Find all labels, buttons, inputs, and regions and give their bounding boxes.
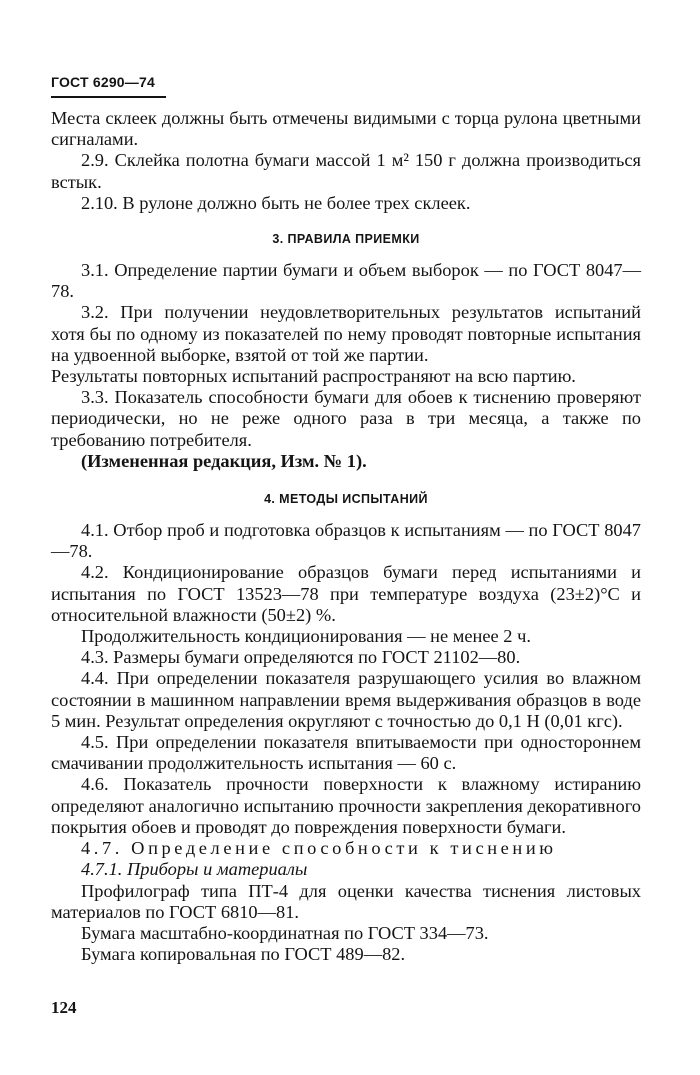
section-heading: 4. МЕТОДЫ ИСПЫТАНИЙ — [264, 492, 428, 507]
paragraph: 3.2. При получении неудовлетворительных результатов испытаний хотя бы по одному из показателей по нему проводят повторные испытания на удвоенной выборке, взятой от той же партии. — [51, 302, 641, 365]
document-header: ГОСТ 6290—74 — [51, 74, 155, 90]
paragraph: 4.5. При определении показателя впитываемости при одностороннем смачивании продолжительность испытания — 60 с. — [51, 732, 641, 774]
subsection-title: 4.7.1. Приборы и материалы — [81, 859, 308, 880]
paragraph: 4.2. Кондиционирование образцов бумаги перед испытаниями и испытания по ГОСТ 13523—78 при температуре воздуха (23±2)°С и относительной влажности (50±2) %. — [51, 562, 641, 625]
paragraph: Бумага масштабно-координатная по ГОСТ 334—73. — [81, 922, 489, 943]
paragraph: 3.3. Показатель способности бумаги для обоев к тиснению проверяют периодически, но не реже одного раза в три месяца, а также по требованию потребителя. — [51, 387, 641, 450]
subsection-heading: 4.7. Определение способности к тиснению — [81, 838, 557, 859]
page-number: 124 — [51, 998, 77, 1017]
paragraph: 4.4. При определении показателя разрушающего усилия во влажном состоянии в машинном направлении время выдерживания образцов в воде 5 мин. Результат определения округляют с точностью до 0,1 Н (0,01 кгс). — [51, 668, 641, 731]
paragraph: 2.9. Склейка полотна бумаги массой 1 м² 150 г должна производиться встык. — [51, 150, 641, 192]
paragraph: Продолжительность кондиционирования — не менее 2 ч. — [81, 626, 531, 647]
revision-note: (Измененная редакция, Изм. № 1). — [81, 450, 367, 471]
paragraph: 4.3. Размеры бумаги определяются по ГОСТ 21102—80. — [81, 647, 521, 668]
paragraph: Места склеек должны быть отмечены видимыми с торца рулона цветными сигналами. — [51, 108, 641, 150]
paragraph: 4.6. Показатель прочности поверхности к влажному истиранию определяют аналогично испытанию прочности закрепления декоративного покрытия обоев и проводят до повреждения поверхности бумаги. — [51, 774, 641, 837]
paragraph: Бумага копировальная по ГОСТ 489—82. — [81, 944, 406, 965]
section-heading: 3. ПРАВИЛА ПРИЕМКИ — [272, 232, 420, 247]
paragraph: 3.1. Определение партии бумаги и объем выборок — по ГОСТ 8047—78. — [51, 260, 641, 302]
paragraph: 2.10. В рулоне должно быть не более трех склеек. — [81, 192, 471, 213]
document-body — [51, 108, 641, 965]
header-rule — [51, 96, 166, 98]
paragraph: Профилограф типа ПТ-4 для оценки качества тиснения листовых материалов по ГОСТ 6810—81. — [51, 880, 641, 922]
paragraph: 4.1. Отбор проб и подготовка образцов к испытаниям — по ГОСТ 8047—78. — [51, 520, 641, 562]
paragraph: Результаты повторных испытаний распространяют на всю партию. — [51, 366, 576, 387]
